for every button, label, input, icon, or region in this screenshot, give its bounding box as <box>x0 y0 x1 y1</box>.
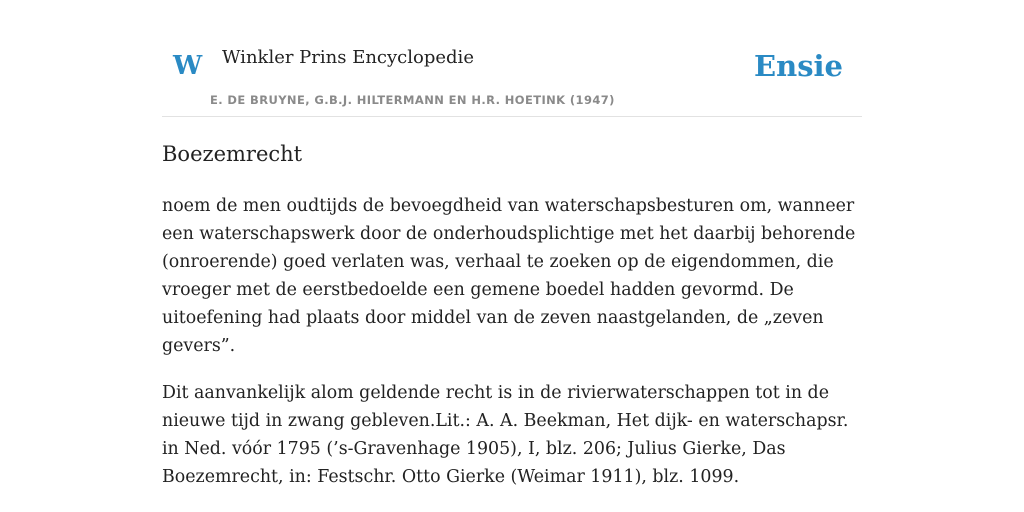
article-paragraph: noem de men oudtijds de bevoegdheid van waterschapsbesturen om, wanneer een waterschapswerk door de onderhoudsplichtige met het daarbij behorende (onroerende) goed verlaten was, verhaal te zoeken op de eigendommen, die vroeger met de eerstbedoelde een gemene boedel hadden gevormd. De uitoefening had plaats door middel van de zeven naastgelanden, de „zeven gevers”. <box>162 196 856 356</box>
source-header <box>162 0 862 117</box>
ensie-brand-logo[interactable]: Ensie <box>754 49 843 83</box>
source-title-link[interactable]: Winkler Prins Encyclopedie <box>222 47 474 68</box>
article-body <box>162 192 867 510</box>
article-term-title: Boezemrecht <box>162 142 303 166</box>
source-authors: E. DE BRUYNE, G.B.J. HILTERMANN EN H.R. HOETINK (1947) <box>210 93 615 107</box>
winkler-prins-logo-icon[interactable]: W <box>173 51 203 81</box>
article-paragraph: Dit aanvankelijk alom geldende recht is in de rivierwaterschappen tot in de nieuwe tijd in zwang gebleven.Lit.: A. A. Beekman, Het dijk- en waterschapsr. in Ned. vóór 1795 (’s-Gravenhage 1905), I, blz. 206; Julius Gierke, Das Boezemrecht, in: Festschr. Otto Gierke (Weimar 1911), blz. 1099. <box>162 383 849 487</box>
